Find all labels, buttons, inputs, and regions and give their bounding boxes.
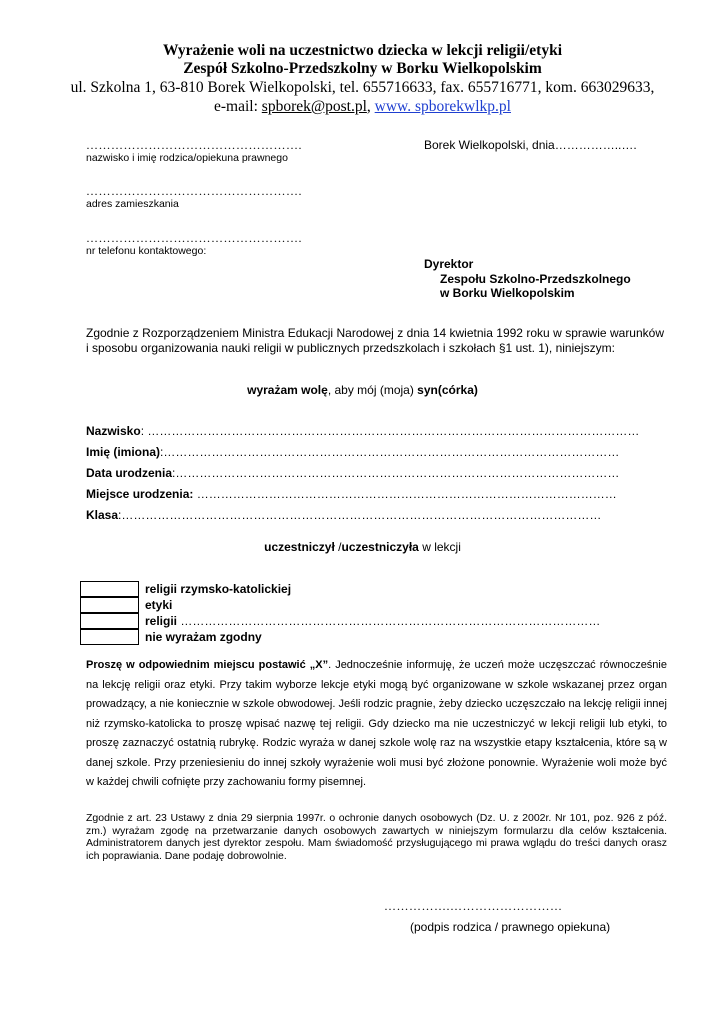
child-class-dots: :………………………………………………………………………………………………………… [118,508,602,522]
choice-no-consent-label: nie wyrażam zgodny [145,630,262,644]
checkbox-no-consent[interactable] [80,629,139,645]
intro-paragraph: Zgodnie z Rozporządzeniem Ministra Edukacji Narodowej z dnia 14 kwietnia 1992 roku w sprawie warunków i sposobu organizowania nauki religii w publicznych przedszkolach i szkołach §1 ust. 1), niniejszym: [86,326,664,355]
recipient-block [424,257,631,301]
email-link[interactable]: spborek@post.pl [261,98,367,115]
contact-line [0,97,725,116]
instructions-bold: Proszę w odpowiednim miejscu postawić „X” [86,659,329,671]
attendance-bold-2: uczestniczyła [341,540,419,554]
recipient-title: Dyrektor [424,257,474,271]
child-surname-field[interactable] [86,424,666,438]
child-birthdate-label: Data urodzenia [86,466,173,480]
address-label: adres zamieszkania [86,198,179,210]
phone-field[interactable]: ……………………………………………. [86,231,302,245]
child-class-label: Klasa [86,508,119,522]
declaration-bold-2: syn [417,383,438,397]
attendance-bold-1: uczestniczył [264,540,335,554]
choice-ethics-label: etyki [145,598,173,612]
child-birthdate-field[interactable] [86,466,666,480]
form-title: Wyrażenie woli na uczestnictwo dziecka w lekcji religii/etyki [162,42,563,59]
child-surname-label: Nazwisko [86,424,141,438]
choice-other-religion [145,614,600,628]
attendance-middle: / [334,540,342,554]
child-firstname-field[interactable] [86,445,666,459]
data-protection-paragraph: Zgodnie z art. 23 Ustawy z dnia 29 sierpnia 1997r. o ochronie danych osobowych (Dz. U. z 2002r. Nr 101, poz. 926 z póź. zm.) wyrażam zgodę na przetwarzanie danych osobowych zawartych w niniejszym formularzu dla celów kształcenia. Administratorem danych jest dyrektor zespołu. Mam świadomość przysługującego mi prawa wglądu do treści danych orasz ich poprawiania. Dane podaję dobrowolnie. [86,812,667,862]
signature-label: (podpis rodzica / prawnego opiekuna) [410,920,611,934]
declaration-middle: , aby mój (moja) [327,383,418,397]
parent-name-field[interactable]: ……………………………………………. [86,138,302,152]
contact-separator: , [366,98,375,115]
checkbox-other-religion[interactable] [80,613,139,629]
instructions-text: . Jednocześnie informuję, że uczeń może uczęszczać równocześnie na lekcję religii oraz etyki. Przy takim wyborze lekcje etyki mogą być organizowane w szkole wskazanej przez organ prowadzący, a nie koniecznie w szkole obwodowej. Jeśli rodzic pragnie, żeby dziecko uczęszczało na lekcję religii innej niż rzymsko-katolicka to proszę wpisać nazwę tej religii. Gdy dziecko ma nie uczestniczyć w lekcji religii lub etyki, to proszę zaznaczyć ostatnią rubrykę. Rodzic wyraża w danej szkole wolę raz na wszystkie etapy kształcenia, które są w danej szkole. Przy przeniesieniu do innej szkoły wyrażenie woli musi być złożone ponownie. Wyrażenie woli może być w każdej chwili cofnięte przy zachowaniu formy pisemnej. [86,659,667,788]
school-name: Zespół Szkolno-Przedszkolny w Borku Wielkopolskim [183,60,542,77]
declaration-line [0,383,725,397]
attendance-line [0,540,725,554]
recipient-location: w Borku Wielkopolskim [440,286,575,300]
recipient-school: Zespołu Szkolno-Przedszkolnego [440,271,631,286]
choice-other-religion-dots[interactable]: …………………………………………………………………………………………… [177,614,601,628]
choice-roman-catholic-label: religii rzymsko-katolickiej [145,582,292,596]
checkbox-roman-catholic[interactable] [80,581,139,597]
instructions-paragraph [86,656,667,793]
signature-field[interactable]: …………….……………………… [384,899,563,913]
checkbox-ethics[interactable] [80,597,139,613]
child-class-field[interactable] [86,508,666,522]
choice-other-religion-label: religii [145,614,178,628]
attendance-end: w lekcji [418,540,461,554]
child-birthdate-dots: :………………………………………………………………………………………………… [172,466,620,480]
school-address: ul. Szkolna 1, 63-810 Borek Wielkopolski, tel. 655716633, fax. 655716771, kom. 663029633, [70,79,655,96]
place-date-field[interactable]: Borek Wielkopolski, dnia……………..…. [424,138,637,152]
child-birthplace-label: Miejsce urodzenia: [86,487,194,501]
declaration-bold-1: wyrażam wolę [247,383,328,397]
parent-name-label: nazwisko i imię rodzica/opiekuna prawnego [86,152,288,164]
declaration-bold-3: (córka) [437,383,478,397]
website-link[interactable]: www. spborekwlkp.pl [374,98,511,115]
child-birthplace-dots: …………………………………………………………………………………………… [193,487,617,501]
child-surname-dots: : …………………………………………………………………………………………………………… [140,424,640,438]
child-firstname-label: Imię (imiona) [86,445,161,459]
email-prefix: e-mail: [214,98,262,115]
document-header [0,42,725,116]
phone-label: nr telefonu kontaktowego: [86,245,207,257]
address-field[interactable]: ……………………………………………. [86,184,302,198]
child-birthplace-field[interactable] [86,487,666,501]
child-firstname-dots: :…………………………………………………………………………………………………… [160,445,620,459]
